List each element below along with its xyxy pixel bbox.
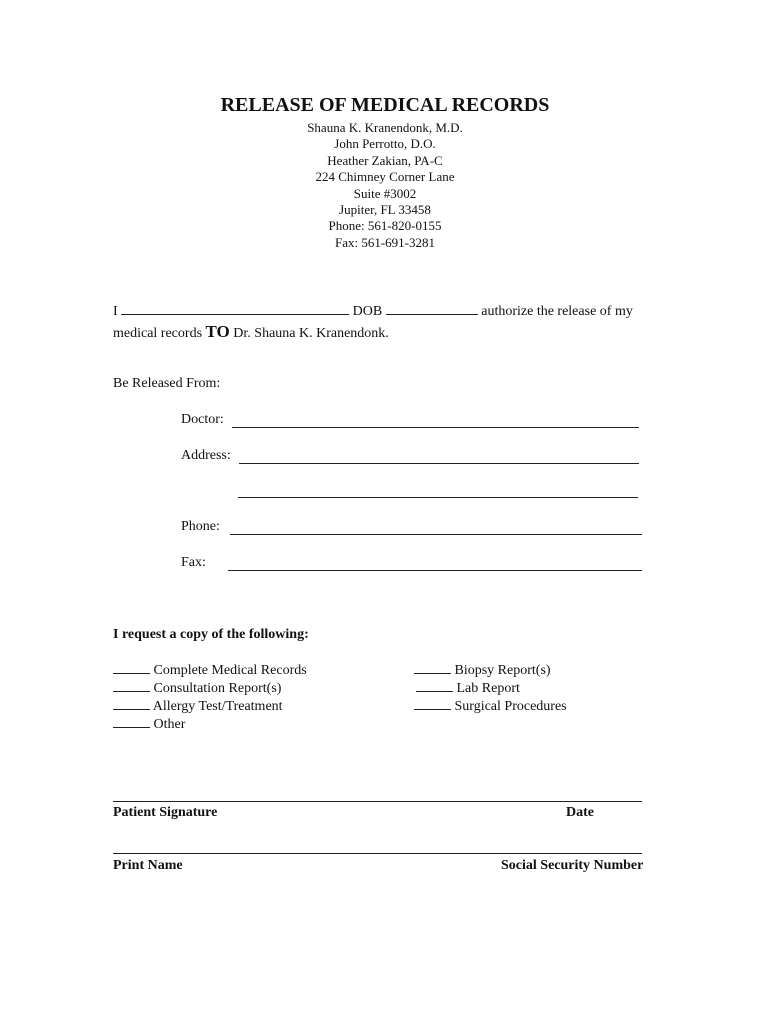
request-item [113, 716, 185, 733]
checkbox-line[interactable] [113, 716, 150, 728]
header-line: Suite #3002 [353, 185, 417, 201]
request-heading: I request a copy of the following: [113, 627, 309, 642]
address-field-line-2[interactable] [238, 497, 638, 498]
request-item-label: Complete Medical Records [153, 663, 307, 678]
checkbox-line[interactable] [416, 680, 453, 692]
print-name-field[interactable] [113, 853, 642, 854]
authorization-line-2 [113, 322, 389, 342]
practice-header [0, 120, 770, 251]
print-name-label: Print Name [113, 858, 183, 873]
date-label: Date [566, 805, 594, 820]
phone-label: Phone: [181, 519, 220, 534]
checkbox-line[interactable] [113, 698, 150, 710]
header-line: Fax: 561-691-3281 [334, 234, 436, 250]
request-item-label: Surgical Procedures [454, 699, 567, 714]
ssn-label: Social Security Number [501, 858, 644, 873]
request-item-label: Other [153, 717, 186, 732]
phone-field[interactable] [230, 534, 642, 535]
request-item-label: Consultation Report(s) [153, 681, 282, 696]
doctor-field[interactable] [232, 427, 639, 428]
request-item [414, 698, 567, 715]
header-line: 224 Chimney Corner Lane [315, 169, 455, 185]
header-line: Shauna K. Kranendonk, M.D. [307, 120, 463, 135]
address-label: Address: [181, 448, 231, 463]
address-field-line-1[interactable] [239, 463, 639, 464]
request-item-label: Allergy Test/Treatment [152, 699, 283, 714]
header-line: Phone: 561-820-0155 [328, 218, 442, 234]
request-item [416, 680, 520, 697]
dob-field[interactable] [386, 302, 478, 315]
records-text: medical records [113, 326, 203, 341]
recipient-text: Dr. Shauna K. Kranendonk. [233, 326, 389, 341]
header-line: Jupiter, FL 33458 [339, 202, 431, 218]
patient-name-field[interactable] [121, 302, 349, 315]
request-item-label: Lab Report [456, 681, 520, 696]
dob-label: DOB [352, 304, 383, 319]
fax-label: Fax: [181, 555, 206, 570]
authorization-prefix: I [113, 304, 118, 319]
page-title: RELEASE OF MEDICAL RECORDS [220, 94, 550, 116]
request-item [113, 662, 307, 679]
fax-field[interactable] [228, 570, 642, 571]
checkbox-line[interactable] [113, 680, 150, 692]
checkbox-line[interactable] [414, 662, 451, 674]
doctor-label: Doctor: [181, 412, 224, 427]
patient-signature-field[interactable] [113, 801, 642, 802]
header-line: John Perrotto, D.O. [334, 136, 436, 152]
release-from-heading: Be Released From: [113, 376, 221, 391]
request-item [113, 680, 281, 697]
request-item [113, 698, 283, 715]
request-item-label: Biopsy Report(s) [454, 663, 551, 678]
checkbox-line[interactable] [414, 698, 451, 710]
header-line: Heather Zakian, PA-C [327, 152, 443, 168]
patient-signature-label: Patient Signature [113, 805, 218, 820]
checkbox-line[interactable] [113, 662, 150, 674]
to-word: TO [205, 322, 230, 341]
authorization-line-1 [113, 302, 633, 320]
request-item [414, 662, 551, 679]
authorization-suffix: authorize the release of my [481, 304, 633, 319]
